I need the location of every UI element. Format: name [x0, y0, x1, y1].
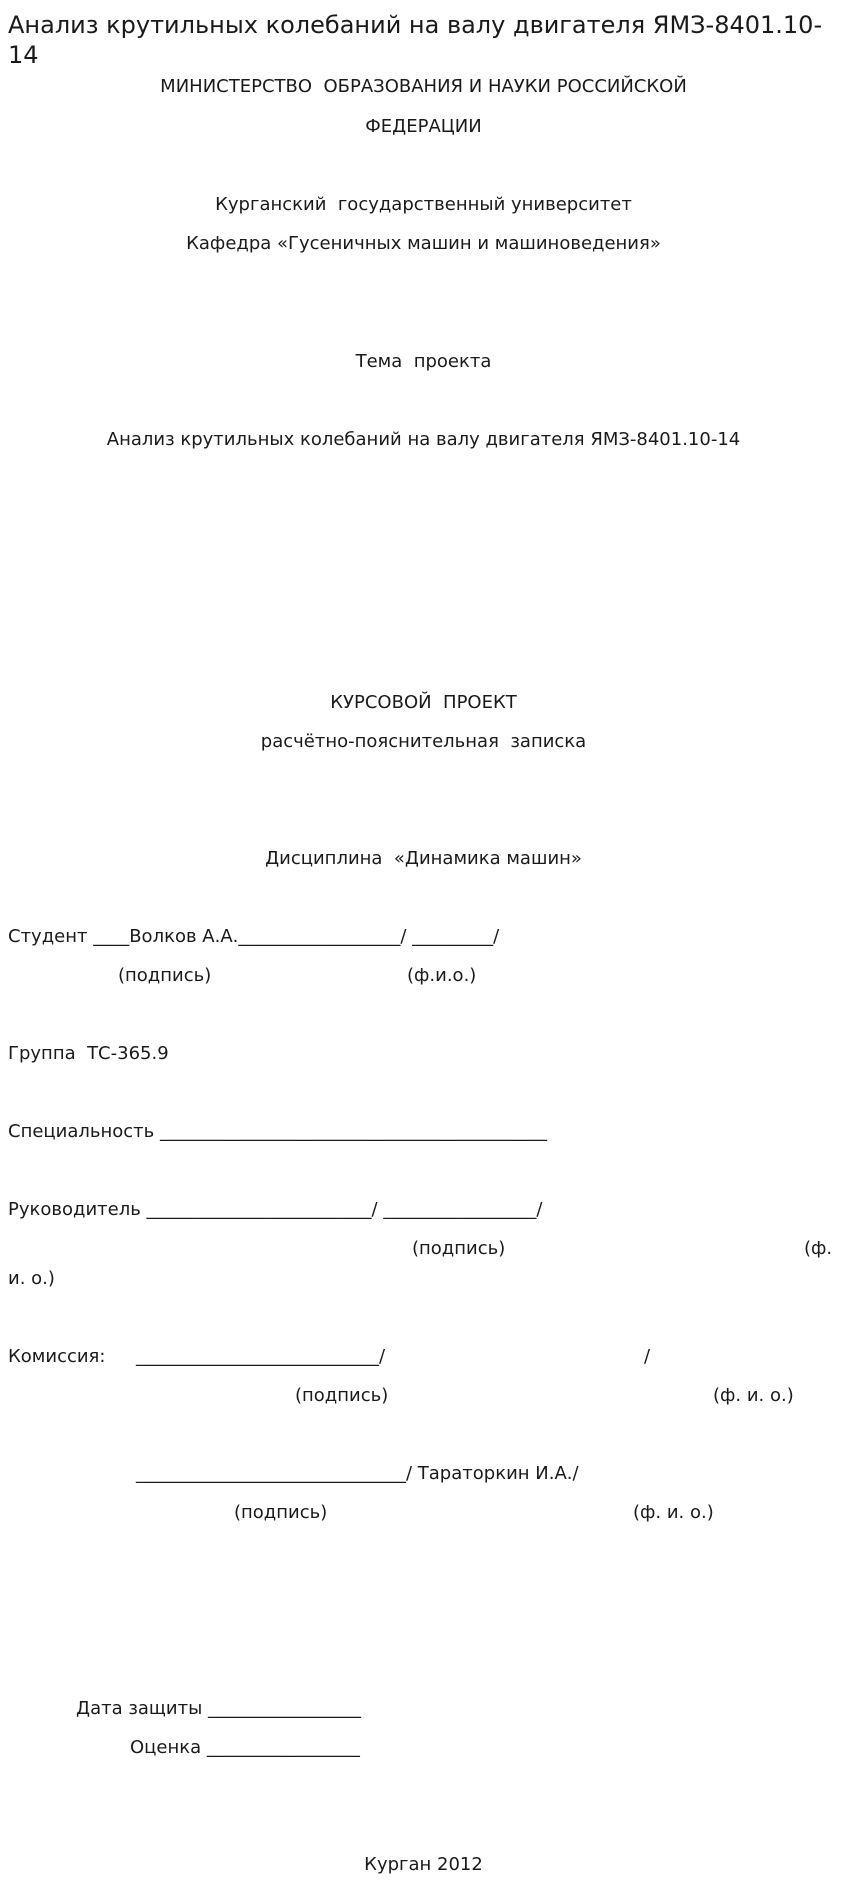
work-type: КУРСОВОЙ ПРОЕКТ: [330, 692, 517, 713]
supervisor-name-caption-part1: (ф.: [804, 1238, 833, 1259]
discipline: Дисциплина «Динамика машин»: [265, 848, 582, 869]
supervisor-name-caption-part2: и. о.): [8, 1268, 55, 1289]
topic-text: Анализ крутильных колебаний на валу двигателя ЯМЗ-8401.10-14: [106, 429, 741, 450]
student-signature-caption: (подпись): [118, 965, 212, 986]
specialty: Специальность ___________________________________________: [8, 1121, 547, 1142]
commission-label: Комиссия:: [8, 1346, 106, 1367]
group: Группа ТС-365.9: [8, 1043, 169, 1064]
commission-line-2: ______________________________/ Тараторкин И.А./: [136, 1463, 579, 1484]
commission-slash-1: /: [644, 1346, 651, 1367]
defense-date: Дата защиты _________________: [76, 1698, 362, 1719]
ministry-line-2: ФЕДЕРАЦИИ: [365, 116, 482, 137]
commission-1-name-caption: (ф. и. о.): [713, 1385, 794, 1406]
student-line: Студент ____Волков А.А.__________________/ _________/: [8, 926, 500, 947]
commission-2-name-caption: (ф. и. о.): [633, 1502, 714, 1523]
grade: Оценка _________________: [130, 1737, 360, 1758]
supervisor-line: Руководитель _________________________/ _________________/: [8, 1199, 543, 1220]
city-year: Курган 2012: [364, 1854, 483, 1875]
supervisor-signature-caption: (подпись): [412, 1238, 506, 1259]
document-title: Анализ крутильных колебаний на валу двигателя ЯМЗ-8401.10-14: [8, 11, 823, 69]
student-name-caption: (ф.и.о.): [407, 965, 477, 986]
department-name: Кафедра «Гусеничных машин и машиноведения»: [186, 233, 661, 254]
commission-2-signature-caption: (подпись): [234, 1502, 328, 1523]
commission-line-1: ___________________________/: [136, 1346, 386, 1367]
commission-1-signature-caption: (подпись): [295, 1385, 389, 1406]
work-subtitle: расчётно-пояснительная записка: [260, 731, 587, 752]
university-name: Курганский государственный университет: [215, 194, 632, 215]
ministry-line-1: МИНИСТЕРСТВО ОБРАЗОВАНИЯ И НАУКИ РОССИЙСКОЙ: [160, 76, 687, 97]
topic-label: Тема проекта: [355, 351, 492, 372]
